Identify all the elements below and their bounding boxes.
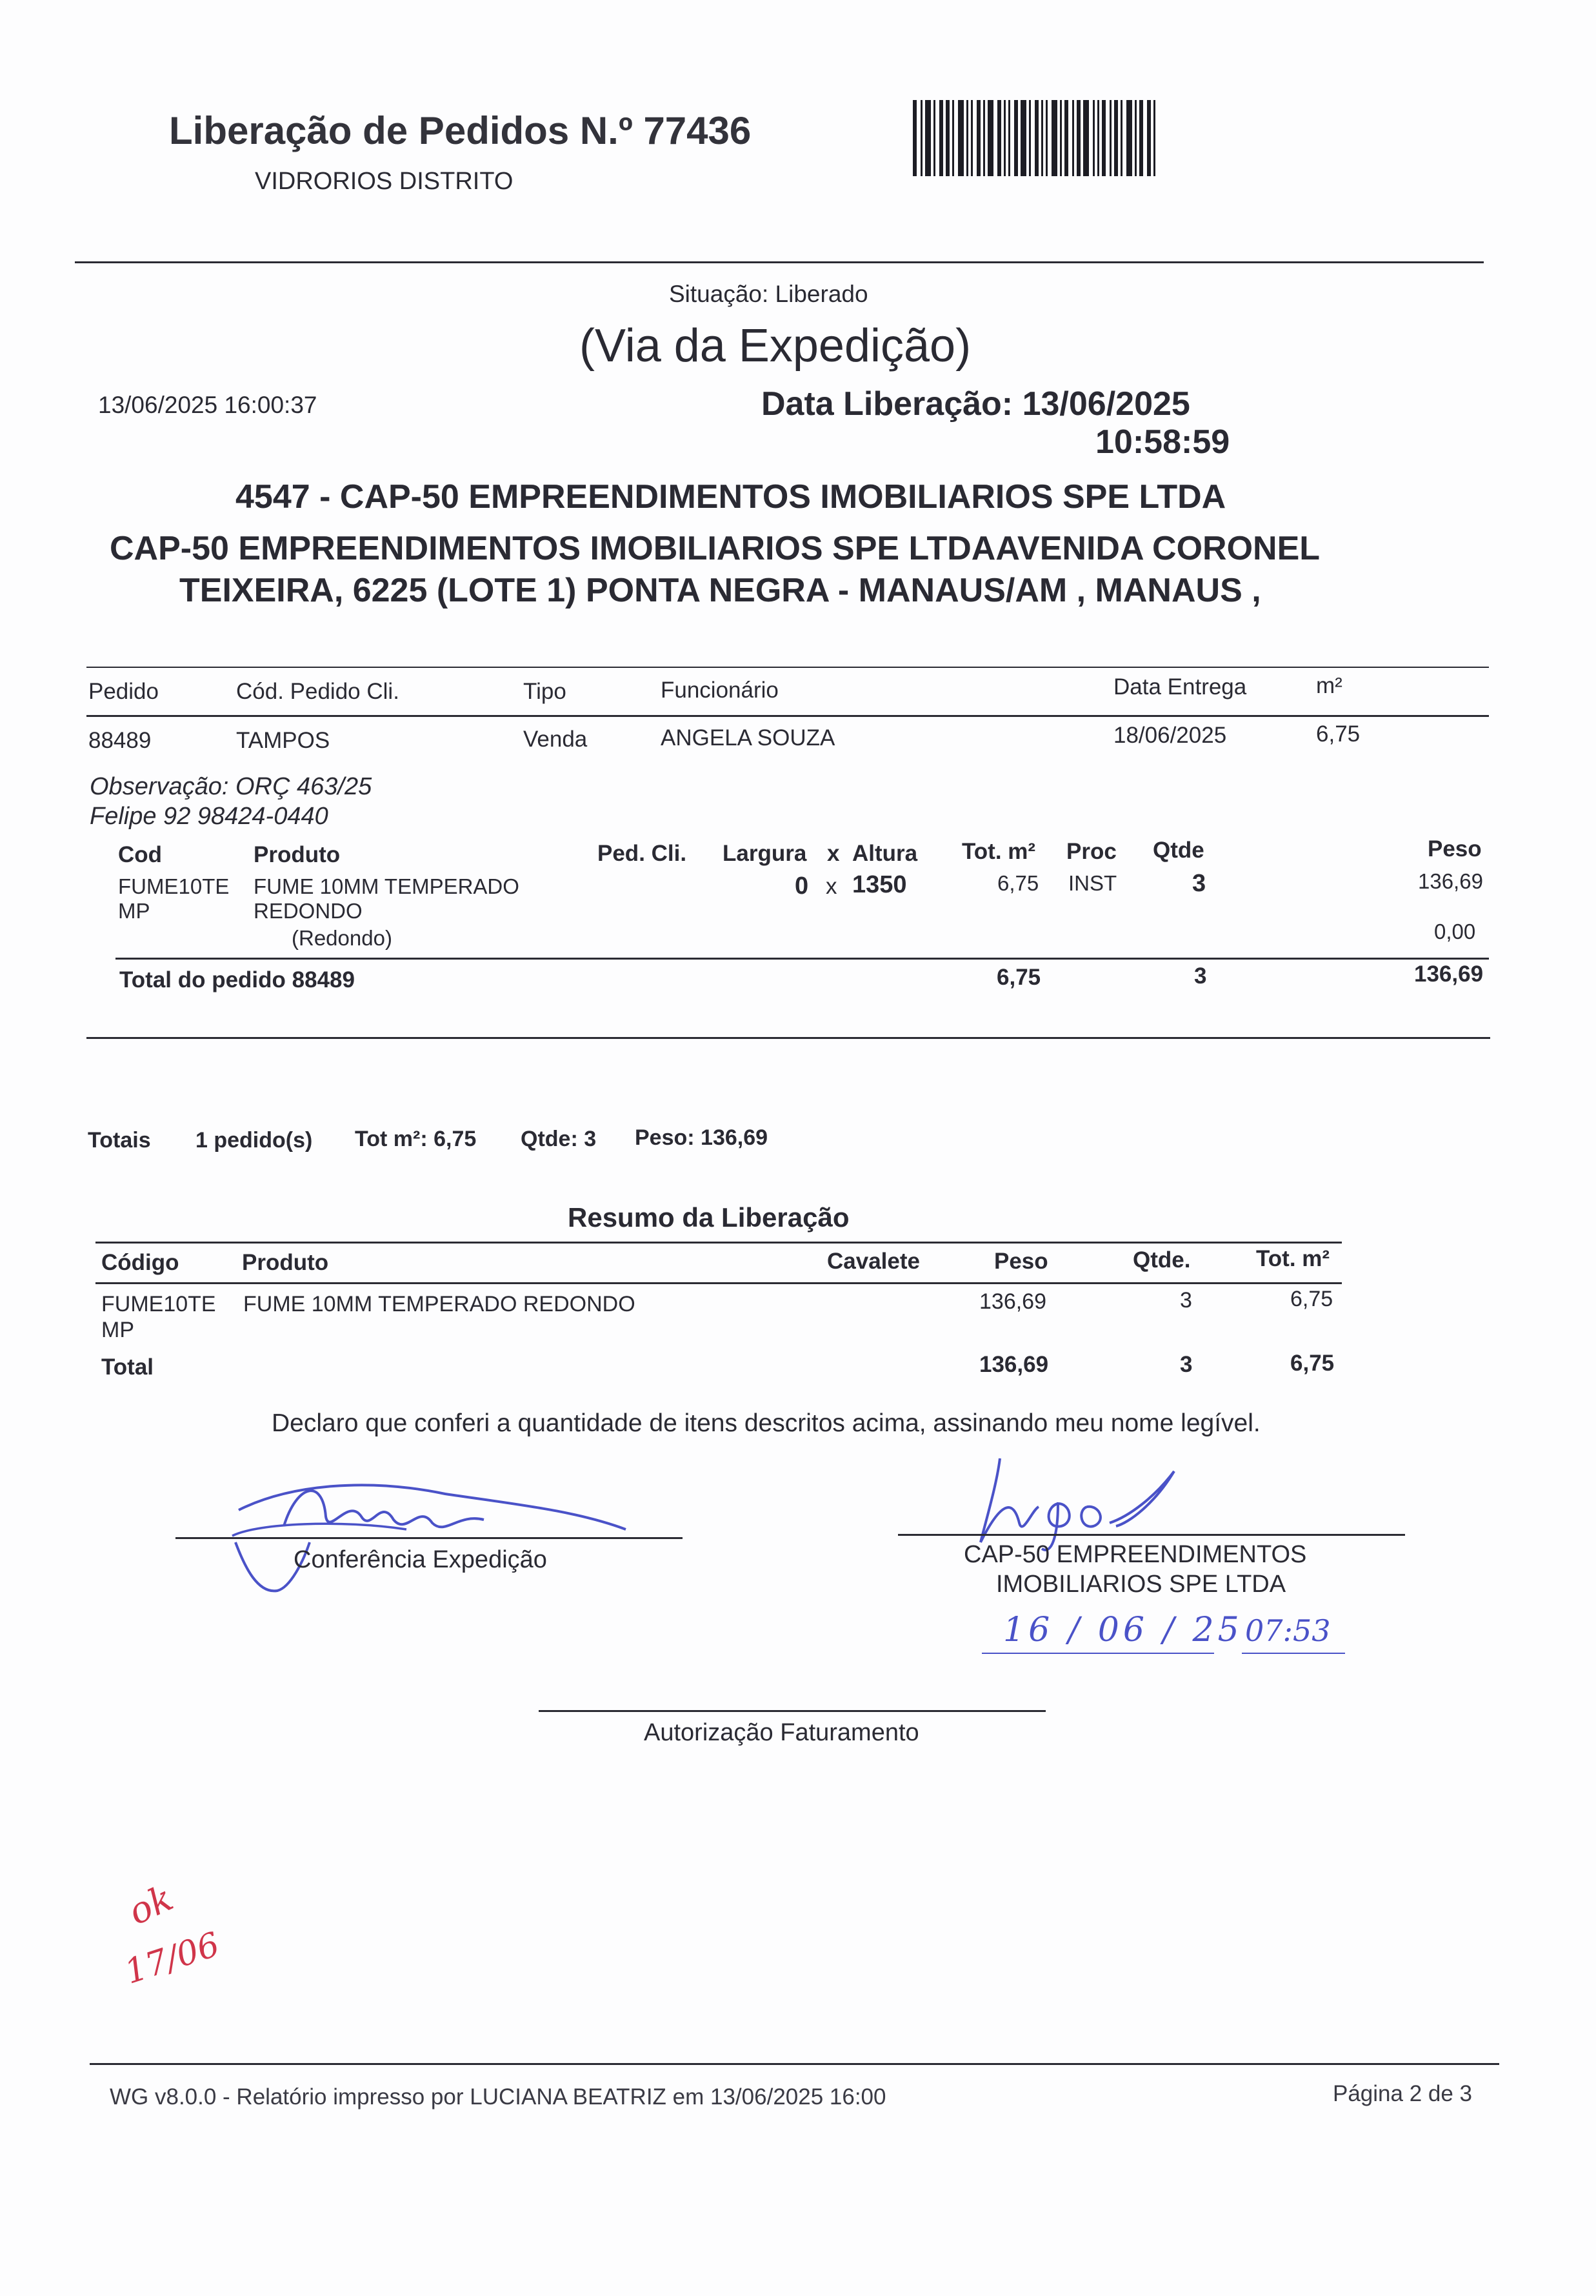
order-table-top-rule xyxy=(86,667,1489,668)
item-header-ped-cli: Ped. Cli. xyxy=(597,841,687,866)
col-header-data-entrega: Data Entrega xyxy=(1113,674,1247,700)
item-header-largura: Largura xyxy=(723,841,807,866)
order-total-qtde: 3 xyxy=(1194,963,1207,989)
expedition-signature-label: Conferência Expedição xyxy=(294,1546,547,1573)
item-header-tot-m2: Tot. m² xyxy=(962,839,1036,864)
summary-tot-m2: 6,75 xyxy=(1290,1287,1333,1311)
declaration-text: Declaro que conferi a quantidade de itens descritos acima, assinando meu nome legível. xyxy=(272,1409,1261,1437)
item-produto-line2: REDONDO xyxy=(254,899,363,923)
summary-header-peso: Peso xyxy=(994,1249,1048,1274)
order-section-bottom-rule xyxy=(86,1037,1490,1039)
item-header-produto: Produto xyxy=(254,842,341,867)
footer-rule xyxy=(90,2063,1499,2065)
summary-title: Resumo da Liberação xyxy=(568,1202,850,1233)
order-table-header-rule xyxy=(86,715,1489,717)
item-header-qtde: Qtde xyxy=(1153,838,1204,863)
summary-peso: 136,69 xyxy=(979,1289,1046,1314)
summary-total-qtde: 3 xyxy=(1180,1352,1193,1377)
handwritten-time: 07:53 xyxy=(1245,1613,1331,1648)
copy-type: (Via da Expedição) xyxy=(579,320,972,372)
item-tot-m2: 6,75 xyxy=(997,871,1039,895)
situation: Situação: Liberado xyxy=(669,281,868,307)
summary-total-tot-m2: 6,75 xyxy=(1290,1351,1335,1376)
col-header-pedido: Pedido xyxy=(88,679,159,704)
client-signature-label-line1: CAP-50 EMPREENDIMENTOS xyxy=(964,1541,1307,1568)
item-header-proc: Proc xyxy=(1066,839,1117,864)
client-signature-label-line2: IMOBILIARIOS SPE LTDA xyxy=(996,1571,1286,1598)
item-x: x xyxy=(826,874,837,899)
totals-qtde: Qtde: 3 xyxy=(521,1127,597,1151)
item-largura: 0 xyxy=(795,872,809,900)
authorization-label: Autorização Faturamento xyxy=(644,1719,919,1746)
footer-printed-by: WG v8.0.0 - Relatório impresso por LUCIANA BEATRIZ em 13/06/2025 16:00 xyxy=(110,2084,886,2110)
order-tipo: Venda xyxy=(523,727,588,752)
observation-line2: Felipe 92 98424-0440 xyxy=(90,803,328,830)
col-header-cod-cli: Cód. Pedido Cli. xyxy=(236,679,399,704)
expedition-signature-line xyxy=(175,1537,683,1539)
summary-qtde: 3 xyxy=(1180,1288,1192,1313)
header-divider xyxy=(75,261,1484,263)
summary-header-cavalete: Cavalete xyxy=(827,1249,920,1274)
expedition-signature xyxy=(213,1458,639,1600)
item-produto-line1: FUME 10MM TEMPERADO xyxy=(254,874,519,898)
item-header-cod: Cod xyxy=(118,842,163,867)
totals-pedidos: 1 pedido(s) xyxy=(195,1128,313,1153)
order-total-label: Total do pedido 88489 xyxy=(119,967,355,992)
item-cod-line1: FUME10TE xyxy=(118,874,230,898)
barcode xyxy=(912,100,1160,176)
release-date: Data Liberação: 13/06/2025 xyxy=(761,385,1190,423)
red-note-line2: 17/06 xyxy=(120,1925,224,1992)
summary-total-peso: 136,69 xyxy=(979,1352,1049,1377)
summary-top-rule xyxy=(95,1242,1342,1244)
client-code-name: 4547 - CAP-50 EMPREENDIMENTOS IMOBILIARIOS SPE LTDA xyxy=(235,478,1226,516)
summary-codigo-line1: FUME10TE xyxy=(101,1292,216,1316)
summary-header-produto: Produto xyxy=(242,1250,329,1275)
summary-codigo-line2: MP xyxy=(101,1318,134,1342)
order-data-entrega: 18/06/2025 xyxy=(1113,723,1227,748)
totals-m2: Tot m²: 6,75 xyxy=(355,1127,477,1151)
item-total-rule xyxy=(115,958,1489,960)
item-header-altura: Altura xyxy=(852,841,918,866)
item-proc: INST xyxy=(1068,871,1117,895)
red-note-line1: ok xyxy=(122,1877,180,1934)
authorization-line xyxy=(539,1710,1046,1712)
report-title: Liberação de Pedidos N.º 77436 xyxy=(169,109,752,152)
totals-label: Totais xyxy=(88,1128,151,1153)
footer-page-number: Página 2 de 3 xyxy=(1333,2081,1473,2106)
item-sub-peso: 0,00 xyxy=(1434,920,1476,943)
order-funcionario: ANGELA SOUZA xyxy=(661,725,835,750)
company-name: VIDRORIOS DISTRITO xyxy=(255,168,514,195)
client-address-line1: CAP-50 EMPREENDIMENTOS IMOBILIARIOS SPE LTDAAVENIDA CORONEL xyxy=(110,530,1321,567)
col-header-funcionario: Funcionário xyxy=(661,678,779,703)
handwritten-date-underline xyxy=(982,1653,1214,1654)
order-total-m2: 6,75 xyxy=(997,965,1041,990)
order-pedido: 88489 xyxy=(88,728,152,753)
handwritten-date: 16 / 06 / 25 xyxy=(1003,1611,1243,1649)
summary-header-qtde: Qtde. xyxy=(1133,1247,1191,1273)
col-header-tipo: Tipo xyxy=(523,679,566,704)
client-signature xyxy=(961,1445,1193,1555)
summary-header-rule xyxy=(95,1282,1342,1284)
col-header-m2: m² xyxy=(1316,673,1342,698)
item-header-x: x xyxy=(827,841,840,866)
summary-produto: FUME 10MM TEMPERADO REDONDO xyxy=(243,1292,635,1316)
client-address-line2: TEIXEIRA, 6225 (LOTE 1) PONTA NEGRA - MANAUS/AM , MANAUS , xyxy=(179,572,1261,609)
order-cod-cli: TAMPOS xyxy=(236,728,330,753)
order-total-peso: 136,69 xyxy=(1414,962,1484,987)
observation-line1: Observação: ORÇ 463/25 xyxy=(90,773,372,800)
summary-header-tot-m2: Tot. m² xyxy=(1256,1246,1330,1271)
handwritten-time-underline xyxy=(1242,1653,1345,1654)
summary-total-label: Total xyxy=(101,1354,154,1380)
item-peso: 136,69 xyxy=(1418,869,1483,893)
item-altura: 1350 xyxy=(852,871,907,898)
printed-datetime: 13/06/2025 16:00:37 xyxy=(98,392,317,418)
item-sub-description: (Redondo) xyxy=(292,926,392,950)
release-time: 10:58:59 xyxy=(1095,423,1230,461)
item-header-peso: Peso xyxy=(1428,836,1482,861)
item-qtde: 3 xyxy=(1192,870,1206,897)
item-cod-line2: MP xyxy=(118,899,150,923)
totals-peso: Peso: 136,69 xyxy=(635,1125,768,1150)
client-signature-line xyxy=(898,1534,1405,1536)
summary-header-codigo: Código xyxy=(101,1250,179,1275)
order-m2: 6,75 xyxy=(1316,721,1361,747)
